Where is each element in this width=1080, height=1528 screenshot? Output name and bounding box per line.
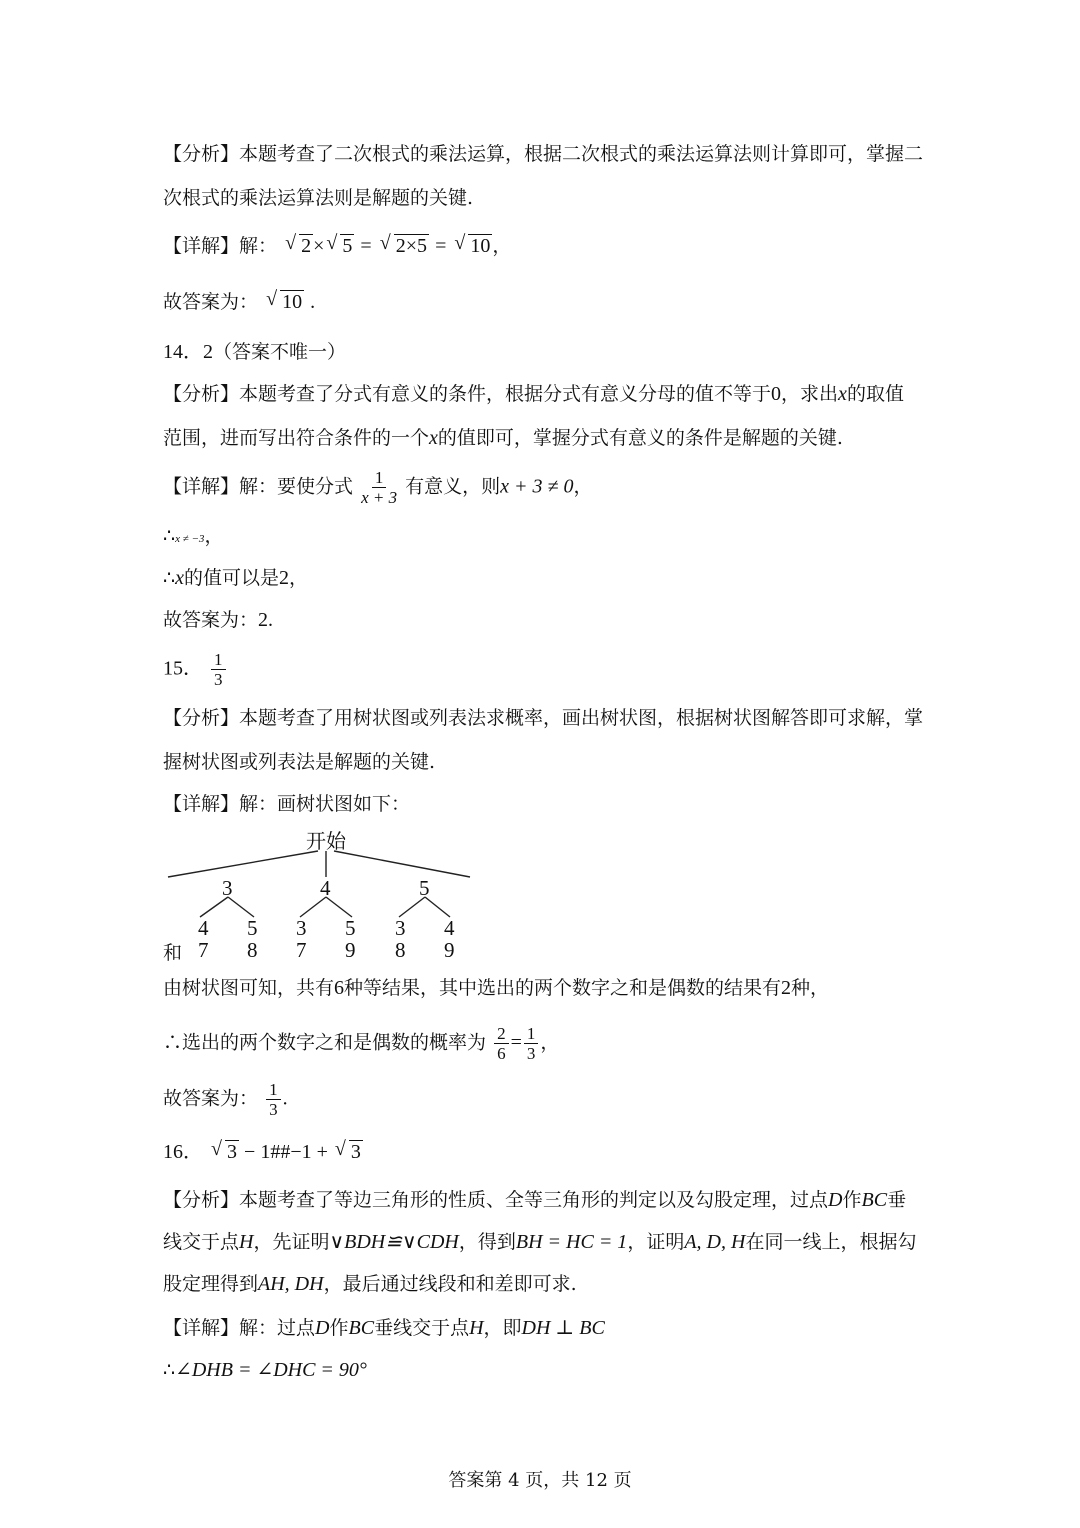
tree-level1-node: 4 (320, 876, 331, 900)
tree-branch-line (168, 851, 318, 877)
tree-sum-value: 8 (247, 938, 258, 962)
detail-15-line: 【详解】解：画树状图如下： (163, 793, 411, 815)
tree-level2-node: 3 (395, 916, 406, 940)
tree-level2-node: 4 (444, 916, 455, 940)
tree-level2-node: 4 (198, 916, 209, 940)
fraction-one-third: $\frac{1}{3}$ (211, 650, 226, 689)
sqrt-2x5: √ 2×5 (380, 234, 429, 258)
tree-sum-value: 7 (296, 938, 307, 962)
detail-14-line: 【详解】解：要使分式 $\frac{1}{x + 3}$ 有意义，则x + 3 ≠ 0， (163, 468, 593, 507)
therefore-x-value: ∴x的值可以是2， (163, 567, 309, 589)
page-footer: 答案第 4 页，共 12 页 (448, 1470, 632, 1491)
probability-line: ∴选出的两个数字之和是偶数的概率为 $\frac{2}{6}$ = $\frac{1}{3}$ ， (163, 1024, 560, 1063)
therefore-x-ne-minus-3: ∴x ≠ −3， (163, 525, 224, 547)
fraction-1-over-x-plus-3: $\frac{1}{x + 3}$ (361, 468, 398, 507)
tree-level2-node: 3 (296, 916, 307, 940)
fraction-answer-one-third: $\frac{1}{3}$ (266, 1080, 281, 1119)
analysis-16-line-3: 股定理得到AH, DH，最后通过线段和和差即可求. (163, 1273, 577, 1295)
question-15-header: 15． $\frac{1}{3}$ (163, 650, 228, 689)
analysis-line-2: 次根式的乘法运算法则是解题的关键. (163, 187, 474, 209)
answer-line-15: 故答案为： $\frac{1}{3}$ . (163, 1080, 288, 1119)
detail-16-line: 【详解】解：过点D作BC垂线交于点H，即DH ⊥ BC (163, 1317, 605, 1339)
tree-sum-value: 7 (198, 938, 209, 962)
angle-line: ∴∠DHB = ∠DHC = 90° (163, 1359, 367, 1381)
answer-line-13: 故答案为： √ 10 . (163, 290, 315, 314)
tree-level1-node: 5 (419, 876, 430, 900)
analysis-16-line-1: 【分析】本题考查了等边三角形的性质、全等三角形的判定以及勾股定理，过点D作BC垂 (163, 1189, 907, 1211)
sqrt-10-answer: √ 10 (266, 290, 304, 314)
question-14-header: 14．2（答案不唯一） (163, 341, 347, 363)
analysis-15-line-2: 握树状图或列表法是解题的关键. (163, 751, 436, 773)
detail-tag: 【详解】 (163, 235, 240, 257)
tree-sum-label: 和 (163, 942, 183, 964)
detail-line-sqrt: 【详解】解： √ 2 ×√ 5 = √ 2×5 = √ 10 ， (163, 234, 511, 258)
analysis-line-1: 【分析】本题考查了二次根式的乘法运算，根据二次根式的乘法运算法则计算即可，掌握二 (163, 143, 924, 165)
sqrt-3: √ 3 (211, 1140, 239, 1164)
tree-level1-node: 3 (222, 876, 233, 900)
sqrt-10: √ 10 (454, 234, 492, 258)
analysis-16-line-2: 线交于点H，先证明∨BDH≌∨CDH，得到BH = HC = 1，证明A, D, H在同一线上，根据勾 (163, 1231, 917, 1253)
tree-level2-node: 5 (247, 916, 258, 940)
sqrt-5: √ 5 (326, 234, 354, 258)
tree-conclusion-line: 由树状图可知，共有6种等结果，其中选出的两个数字之和是偶数的结果有2种， (163, 977, 830, 999)
tree-root: 开始 (306, 829, 346, 853)
tree-branch-line (334, 851, 470, 877)
question-16-header: 16． √ 3 − 1##−1 + √ 3 (163, 1140, 363, 1164)
analysis-14-line-2: 范围，进而写出符合条件的一个x的值即可，掌握分式有意义的条件是解题的关键. (163, 427, 843, 449)
tree-sum-value: 9 (444, 938, 455, 962)
analysis-tag: 【分析】 (163, 143, 240, 165)
analysis-15-line-1: 【分析】本题考查了用树状图或列表法求概率，画出树状图，根据树状图解答即可求解，掌 (163, 707, 924, 729)
analysis-14-line-1: 【分析】本题考查了分式有意义的条件，根据分式有意义分母的值不等于0，求出x的取值 (163, 383, 904, 405)
tree-sum-value: 8 (395, 938, 406, 962)
answer-line-14: 故答案为：2. (163, 609, 274, 631)
sqrt-2: √ 2 (285, 234, 313, 258)
fraction-1-3: $\frac{1}{3}$ (524, 1024, 539, 1063)
tree-sum-value: 9 (345, 938, 356, 962)
sqrt-3-second: √ 3 (335, 1140, 363, 1164)
fraction-2-6: $\frac{2}{6}$ (494, 1024, 509, 1063)
tree-level2-node: 5 (345, 916, 356, 940)
